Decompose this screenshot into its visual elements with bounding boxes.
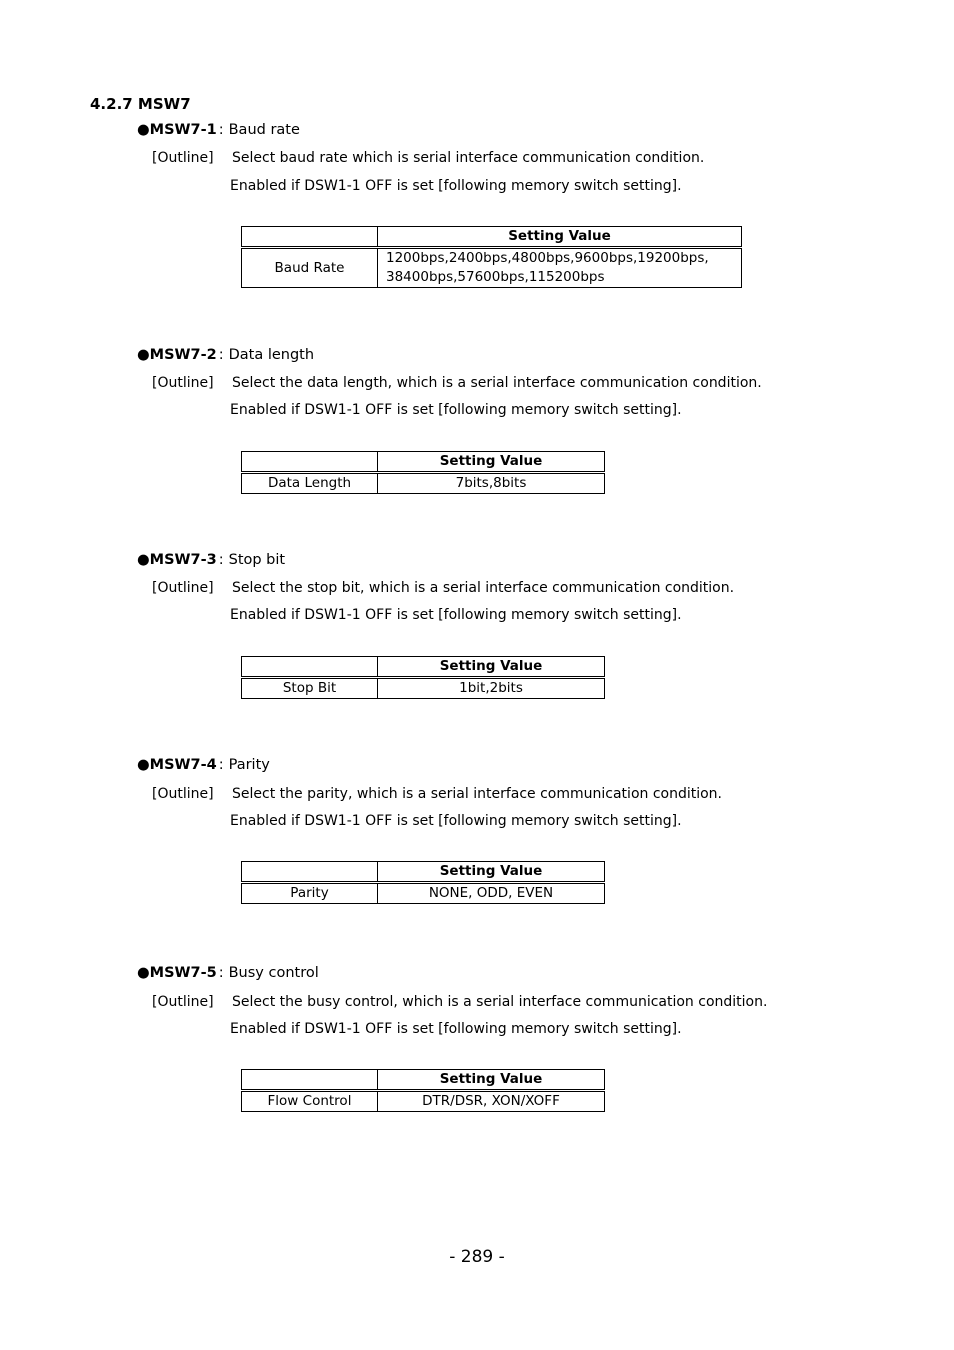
outline-tag: [Outline] bbox=[152, 150, 214, 166]
item-code: MSW7-5 bbox=[149, 965, 217, 981]
item-name: Baud rate bbox=[228, 122, 300, 138]
separator: : bbox=[218, 965, 224, 981]
enabled-note: Enabled if DSW1-1 OFF is set [following memory switch setting]. bbox=[230, 813, 682, 829]
setting-value-cell bbox=[378, 248, 742, 288]
enabled-note: Enabled if DSW1-1 OFF is set [following memory switch setting]. bbox=[230, 402, 682, 418]
header-empty-cell bbox=[242, 1070, 378, 1091]
item-heading-msw7-2 bbox=[137, 347, 314, 363]
bullet: ● bbox=[137, 122, 150, 138]
row-label: Data Length bbox=[242, 473, 378, 494]
item-code: MSW7-3 bbox=[149, 552, 217, 568]
setting-value-header: Setting Value bbox=[378, 1070, 605, 1091]
item-code: MSW7-1 bbox=[149, 122, 217, 138]
item-heading-msw7-1 bbox=[137, 122, 300, 138]
separator: : bbox=[218, 552, 224, 568]
section-title: 4.2.7 MSW7 bbox=[90, 95, 191, 113]
setting-table-stop-bit bbox=[241, 656, 605, 699]
setting-table-baud-rate bbox=[241, 226, 742, 288]
separator: : bbox=[218, 122, 224, 138]
setting-value-cell: 1bit,2bits bbox=[378, 678, 605, 699]
setting-value-cell: NONE, ODD, EVEN bbox=[378, 883, 605, 904]
item-name: Data length bbox=[228, 347, 315, 363]
value-line-2: 38400bps,57600bps,115200bps bbox=[386, 269, 605, 285]
setting-value-cell: DTR/DSR, XON/XOFF bbox=[378, 1091, 605, 1112]
item-name: Stop bit bbox=[228, 552, 286, 568]
enabled-note: Enabled if DSW1-1 OFF is set [following memory switch setting]. bbox=[230, 178, 682, 194]
enabled-note: Enabled if DSW1-1 OFF is set [following memory switch setting]. bbox=[230, 1021, 682, 1037]
bullet: ● bbox=[137, 347, 150, 363]
item-name: Parity bbox=[228, 757, 270, 773]
item-heading-msw7-5 bbox=[137, 965, 319, 981]
outline-tag: [Outline] bbox=[152, 786, 214, 802]
header-empty-cell bbox=[242, 657, 378, 678]
outline-text: Select the stop bit, which is a serial interface communication condition. bbox=[232, 580, 735, 596]
setting-value-header: Setting Value bbox=[378, 862, 605, 883]
item-code: MSW7-2 bbox=[149, 347, 217, 363]
separator: : bbox=[218, 757, 224, 773]
header-empty-cell bbox=[242, 862, 378, 883]
separator: : bbox=[218, 347, 224, 363]
item-code: MSW7-4 bbox=[149, 757, 217, 773]
value-line-1: 1200bps,2400bps,4800bps,9600bps,19200bps, bbox=[386, 250, 709, 266]
setting-value-header: Setting Value bbox=[378, 657, 605, 678]
bullet: ● bbox=[137, 757, 150, 773]
setting-table-flow-control bbox=[241, 1069, 605, 1112]
setting-table-parity bbox=[241, 861, 605, 904]
outline-text: Select the data length, which is a serial interface communication condition. bbox=[232, 375, 762, 391]
setting-value-header: Setting Value bbox=[378, 452, 605, 473]
row-label: Flow Control bbox=[242, 1091, 378, 1112]
item-heading-msw7-3 bbox=[137, 552, 285, 568]
bullet: ● bbox=[137, 965, 150, 981]
setting-value-header: Setting Value bbox=[378, 227, 742, 248]
page-number: - 289 - bbox=[449, 1247, 505, 1267]
row-label: Baud Rate bbox=[242, 248, 378, 288]
item-heading-msw7-4 bbox=[137, 757, 270, 773]
row-label: Stop Bit bbox=[242, 678, 378, 699]
outline-text: Select the parity, which is a serial interface communication condition. bbox=[232, 786, 723, 802]
outline-tag: [Outline] bbox=[152, 375, 214, 391]
outline-tag: [Outline] bbox=[152, 580, 214, 596]
item-name: Busy control bbox=[228, 965, 319, 981]
outline-tag: [Outline] bbox=[152, 994, 214, 1010]
outline-text: Select the busy control, which is a serial interface communication condition. bbox=[232, 994, 768, 1010]
row-label: Parity bbox=[242, 883, 378, 904]
outline-text: Select baud rate which is serial interface communication condition. bbox=[232, 150, 705, 166]
bullet: ● bbox=[137, 552, 150, 568]
header-empty-cell bbox=[242, 227, 378, 248]
enabled-note: Enabled if DSW1-1 OFF is set [following memory switch setting]. bbox=[230, 607, 682, 623]
setting-table-data-length bbox=[241, 451, 605, 494]
header-empty-cell bbox=[242, 452, 378, 473]
setting-value-cell: 7bits,8bits bbox=[378, 473, 605, 494]
